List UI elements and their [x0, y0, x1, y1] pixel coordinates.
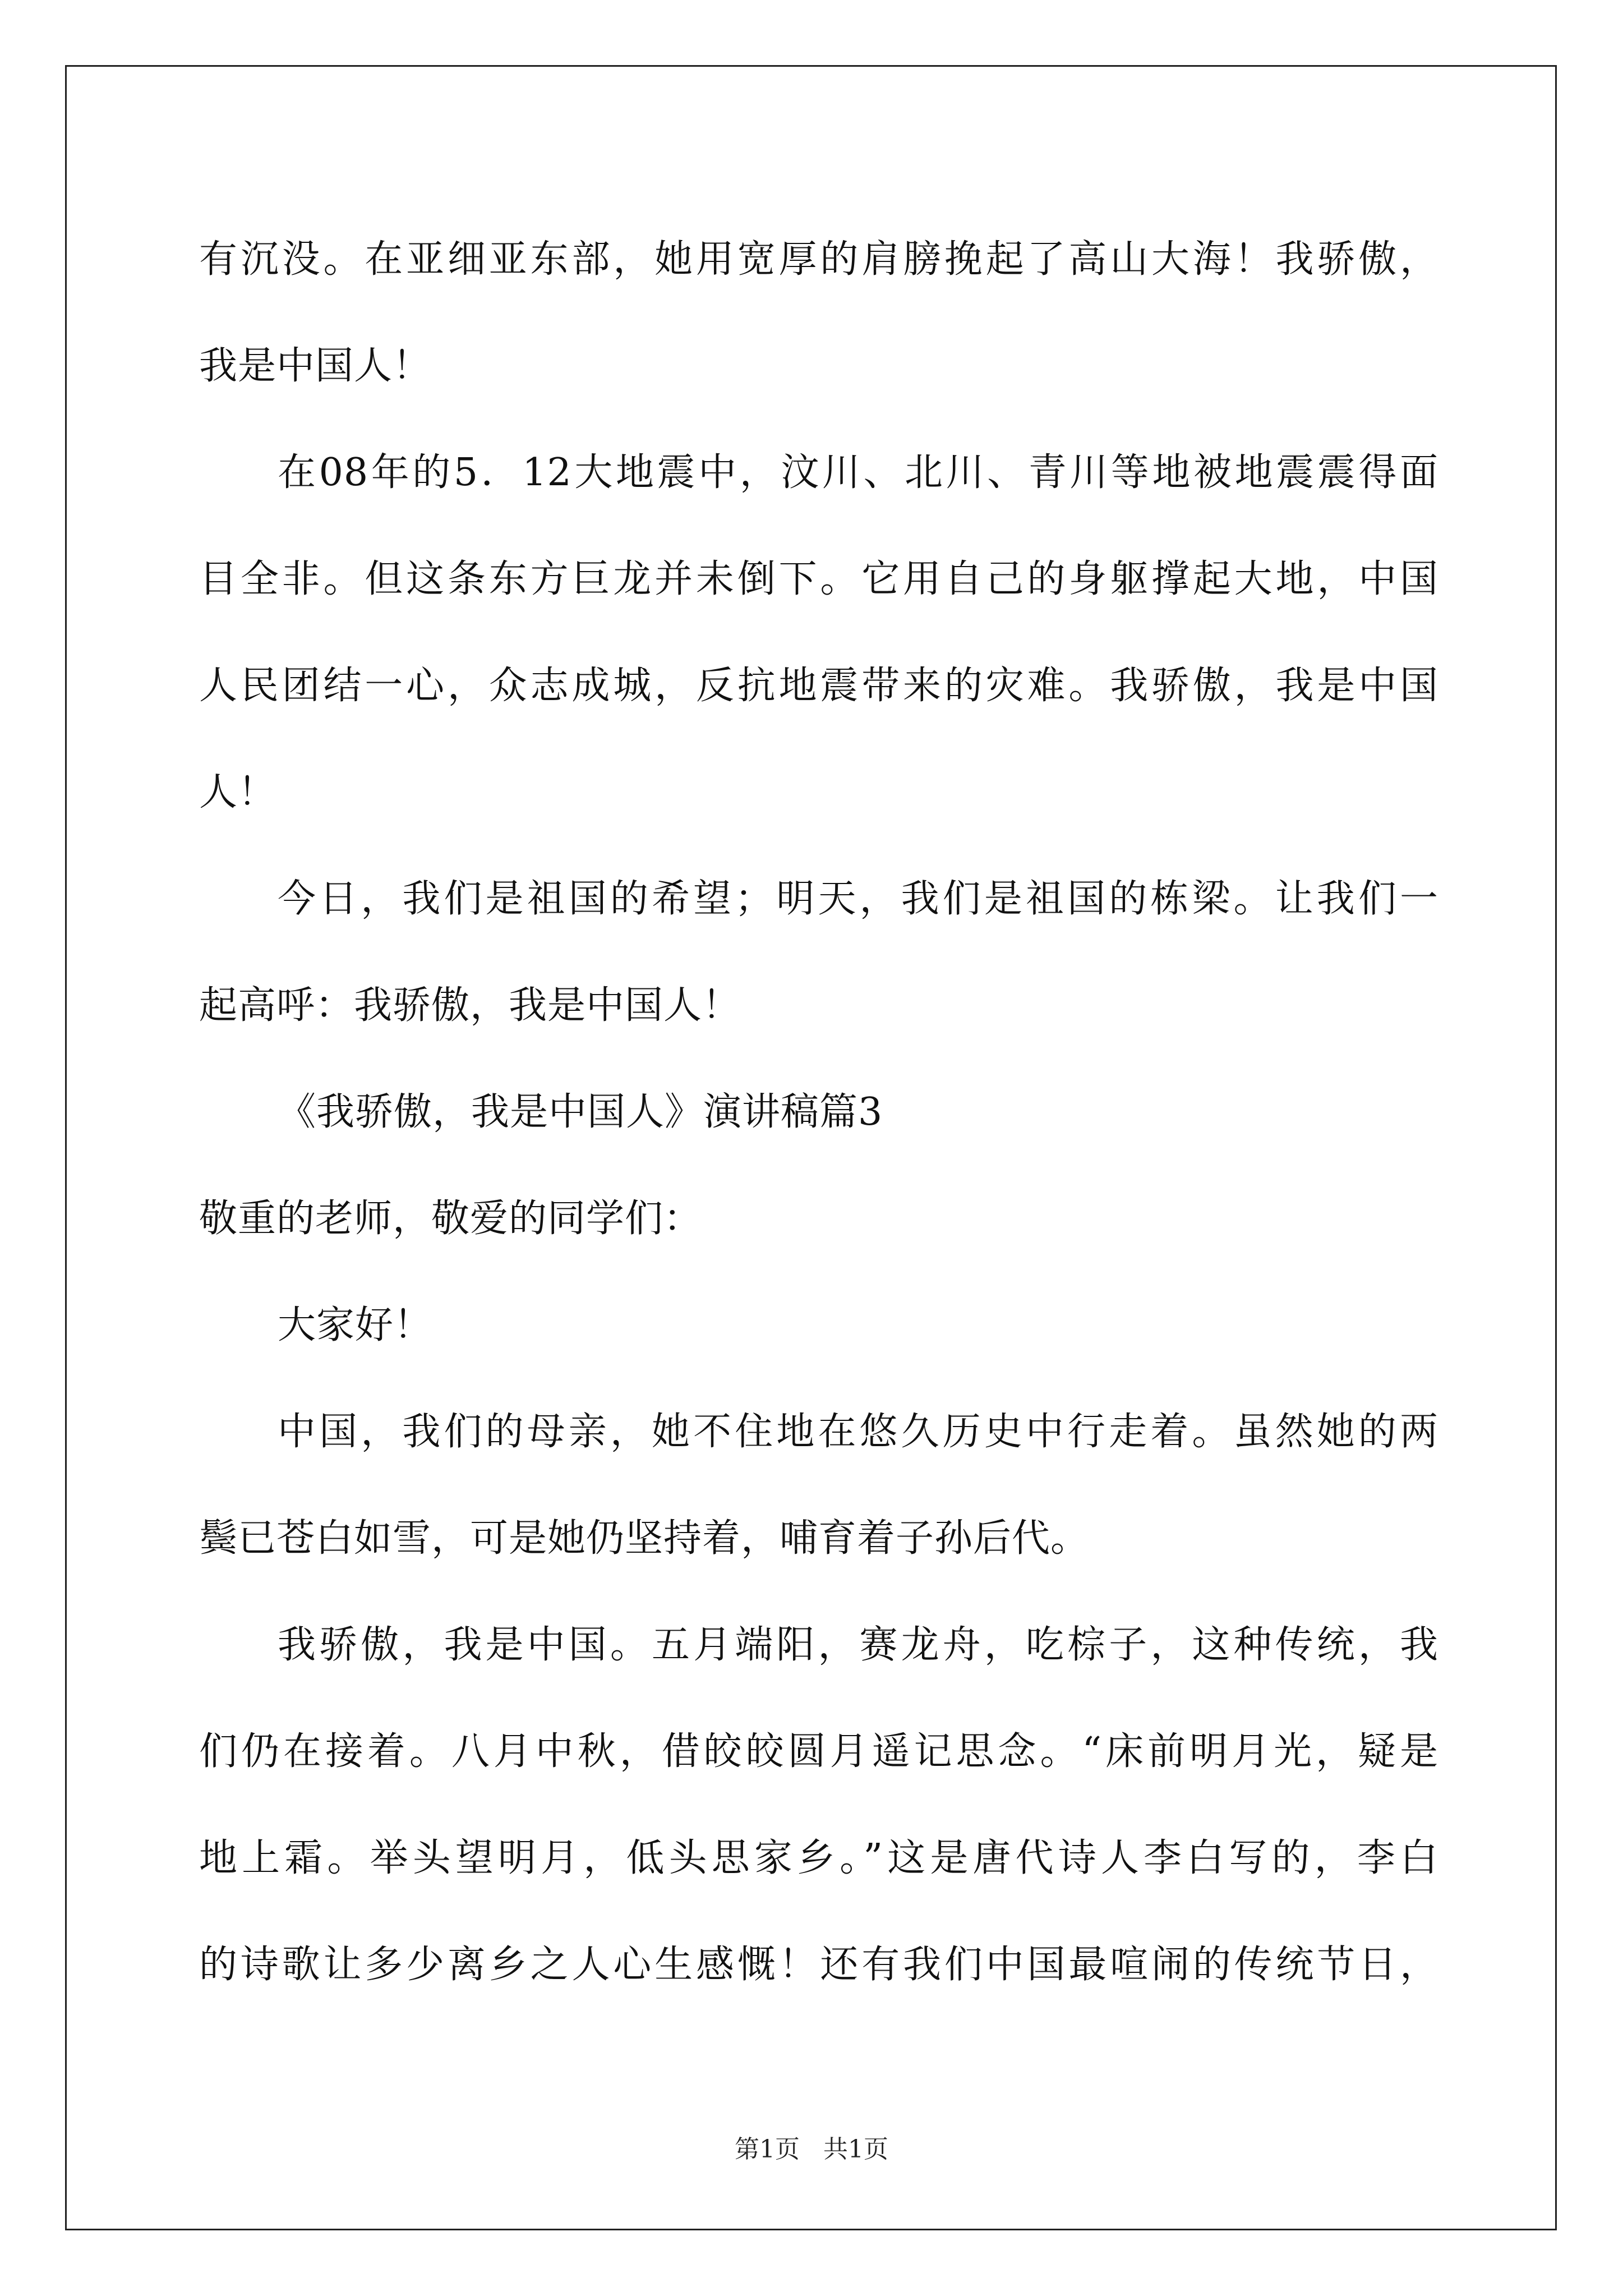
greeting: 大家好！ — [278, 1303, 433, 1347]
text-line: 今日，我们是祖国的希望；明天，我们是祖国的栋梁。让我们一 — [278, 877, 1438, 921]
text-line: 目全非。但这条东方巨龙并未倒下。它用自己的身躯撑起大地，中国 — [199, 557, 1438, 601]
page-number-footer: 第1页 共1页 — [735, 2135, 888, 2164]
text-line: 人！ — [199, 770, 277, 815]
section-heading: 《我骄傲，我是中国人》演讲稿篇3 — [278, 1090, 883, 1134]
text-line: 我是中国人！ — [199, 344, 432, 388]
text-line: 的诗歌让多少离乡之人心生感慨！还有我们中国最喧闹的传统节日， — [199, 1943, 1438, 1987]
text-line: 们仍在接着。八月中秋，借皎皎圆月遥记思念。“床前明月光，疑是 — [199, 1729, 1438, 1774]
text-line: 鬓已苍白如雪，可是她仍坚持着，哺育着子孙后代。 — [199, 1516, 1090, 1561]
text-line: 在08年的5．12大地震中，汶川、北川、青川等地被地震震得面 — [278, 450, 1438, 495]
document-body — [199, 206, 1438, 2018]
text-line: 地上霜。举头望明月，低头思家乡。”这是唐代诗人李白写的，李白 — [199, 1836, 1438, 1880]
text-line: 起高呼：我骄傲，我是中国人！ — [199, 983, 741, 1028]
text-line: 有沉没。在亚细亚东部，她用宽厚的肩膀挽起了高山大海！我骄傲， — [199, 237, 1438, 282]
text-line: 人民团结一心，众志成城，反抗地震带来的灾难。我骄傲，我是中国 — [199, 664, 1438, 708]
text-line: 中国，我们的母亲，她不住地在悠久历史中行走着。虽然她的两 — [278, 1410, 1438, 1454]
salutation: 敬重的老师，敬爱的同学们： — [199, 1197, 703, 1241]
text-line: 我骄傲，我是中国。五月端阳，赛龙舟，吃棕子，这种传统，我 — [278, 1623, 1438, 1667]
